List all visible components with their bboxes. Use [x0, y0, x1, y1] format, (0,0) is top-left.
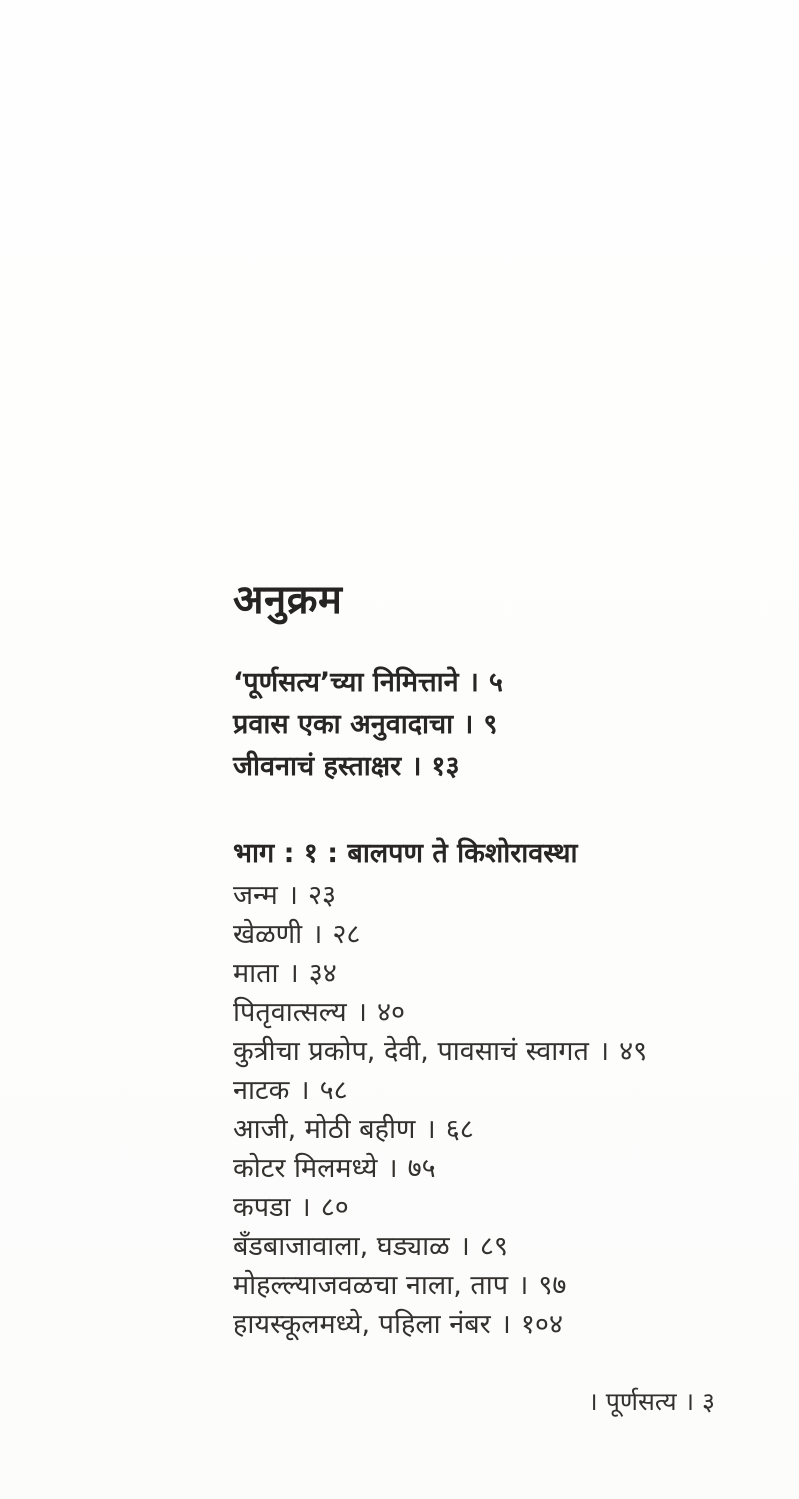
- table-of-contents: [233, 576, 753, 1344]
- entry-separator: ।: [425, 1114, 436, 1145]
- entry-separator: ।: [287, 880, 299, 911]
- entry-page-number: २३: [308, 880, 337, 911]
- entry-separator: ।: [463, 709, 474, 740]
- entry-separator: ।: [288, 958, 299, 989]
- front-matter-list: [233, 662, 753, 788]
- entry-label: कपडा: [233, 1192, 291, 1223]
- toc-entry: [233, 1149, 753, 1188]
- toc-entry: [233, 993, 753, 1032]
- entry-separator: ।: [500, 1309, 511, 1340]
- toc-entry: [233, 1071, 753, 1110]
- entry-page-number: ९७: [538, 1270, 567, 1301]
- toc-entry: [233, 1266, 753, 1305]
- toc-entry: [233, 954, 753, 993]
- entry-label: खेळणी: [233, 919, 303, 950]
- entry-label: नाटक: [233, 1075, 290, 1106]
- page-footer: । पूर्णसत्य । ३: [588, 1387, 715, 1416]
- entry-label: मोहल्ल्याजवळचा नाला, ताप: [233, 1270, 509, 1301]
- toc-entry: [233, 876, 753, 915]
- entry-page-number: १०४: [520, 1309, 564, 1340]
- entry-label: बँडबाजावाला, घड्याळ: [233, 1231, 450, 1262]
- entry-page-number: ९: [483, 709, 498, 740]
- chapter-list: [233, 876, 753, 1344]
- toc-entry: [233, 1188, 753, 1227]
- toc-entry: [233, 662, 753, 704]
- toc-entry: [233, 1032, 753, 1071]
- entry-separator: ।: [356, 997, 367, 1028]
- entry-label: पितृवात्सल्य: [233, 997, 347, 1028]
- toc-entry: [233, 704, 753, 746]
- entry-page-number: ७५: [407, 1153, 436, 1184]
- entry-separator: ।: [518, 1270, 529, 1301]
- toc-entry: [233, 915, 753, 954]
- entry-separator: ।: [468, 667, 479, 698]
- entry-label: माता: [233, 958, 279, 989]
- entry-label: हायस्कूलमध्ये, पहिला नंबर: [233, 1309, 491, 1340]
- toc-entry: [233, 1110, 753, 1149]
- entry-page-number: ४९: [619, 1036, 648, 1067]
- entry-separator: ।: [387, 1153, 398, 1184]
- entry-label: जन्म: [233, 880, 278, 911]
- entry-page-number: ८९: [479, 1231, 508, 1262]
- entry-label: जीवनाचं हस्ताक्षर: [233, 751, 402, 782]
- entry-page-number: ५८: [319, 1075, 348, 1106]
- entry-separator: ।: [459, 1231, 470, 1262]
- toc-entry: [233, 1227, 753, 1266]
- entry-separator: ।: [300, 1192, 311, 1223]
- page-title: अनुक्रम: [233, 577, 343, 623]
- entry-separator: ।: [312, 919, 323, 950]
- entry-label: प्रवास एका अनुवादाचा: [233, 709, 454, 740]
- entry-page-number: ४०: [376, 997, 406, 1028]
- entry-page-number: ८०: [320, 1192, 349, 1223]
- toc-entry: [233, 746, 753, 788]
- entry-page-number: २८: [332, 919, 361, 950]
- section-heading: भाग : १ : बालपण ते किशोरावस्था: [233, 838, 578, 869]
- entry-label: आजी, मोठी बहीण: [233, 1114, 416, 1145]
- entry-separator: ।: [411, 751, 422, 782]
- entry-page-number: ३४: [308, 958, 337, 989]
- entry-separator: ।: [299, 1075, 310, 1106]
- toc-entry: [233, 1305, 753, 1344]
- entry-page-number: १३: [431, 751, 460, 782]
- entry-page-number: ५: [488, 667, 503, 698]
- entry-label: कोटर मिलमध्ये: [233, 1153, 378, 1184]
- entry-label: कुत्रीचा प्रकोप, देवी, पावसाचं स्वागत: [233, 1036, 589, 1067]
- entry-label: ‘पूर्णसत्य’च्या निमित्ताने: [233, 667, 459, 698]
- entry-page-number: ६८: [445, 1114, 474, 1145]
- entry-separator: ।: [598, 1036, 610, 1067]
